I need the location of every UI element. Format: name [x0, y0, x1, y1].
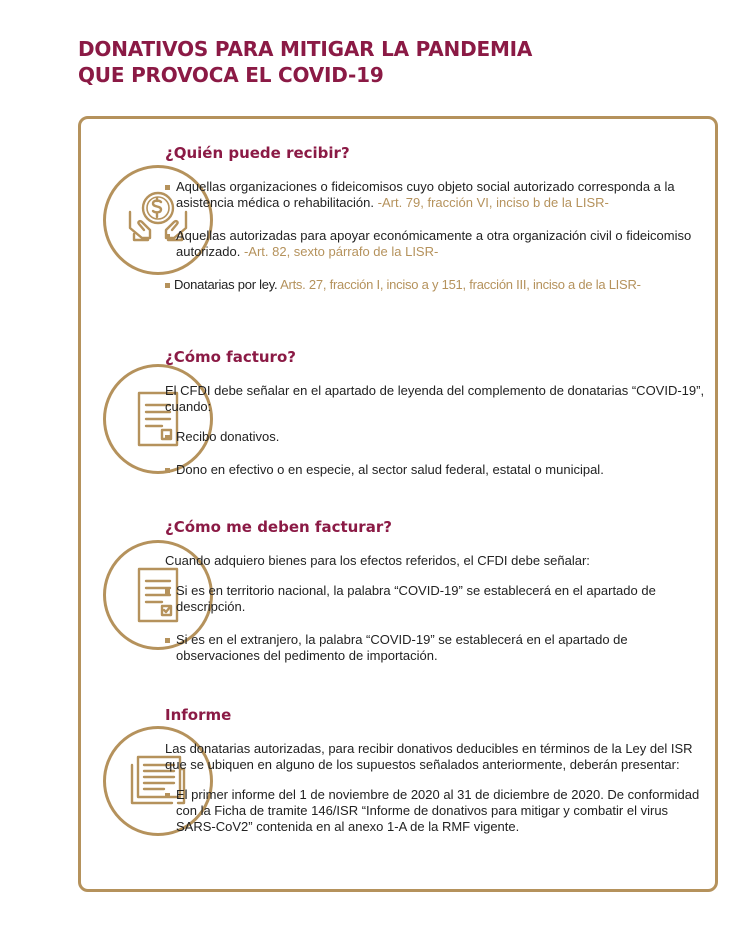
page-title	[78, 36, 532, 88]
section-report	[165, 705, 705, 852]
section-intro: El CFDI debe señalar en el apartado de leyenda del complemento de donatarias “COVID-19”, cuando:	[165, 383, 705, 414]
list-item: Aquellas organizaciones o fideicomisos cuyo objeto social autorizado corresponda a la asistencia médica o rehabilitación. -Art. 79, fracción VI, inciso b de la LISR-	[165, 179, 705, 211]
list-item: Donatarias por ley. Arts. 27, fracción I, inciso a y 151, fracción III, inciso a de la LISR-	[165, 277, 705, 293]
list-item: El primer informe del 1 de noviembre de 2020 al 31 de diciembre de 2020. De conformidad con la Ficha de tramite 146/ISR “Informe de donativos para mitigar y combatir el virus SARS-CoV2” contenida en al anexo 1-A de la RMF vigente.	[165, 787, 705, 835]
section-title: ¿Cómo me deben facturar?	[165, 518, 392, 536]
title-line-2: QUE PROVOCA EL COVID-19	[78, 63, 384, 87]
section-how-to-invoice	[165, 347, 705, 495]
section-title: ¿Quién puede recibir?	[165, 144, 350, 162]
list-item: Recibo donativos.	[165, 429, 705, 445]
section-intro: Las donatarias autorizadas, para recibir donativos deducibles en términos de la Ley del ISR que se ubiquen en alguno de los supuestos señalados anteriormente, deberán presentar:	[165, 741, 693, 772]
list-item: Si es en el extranjero, la palabra “COVID-19” se establecerá en el apartado de observaciones del pedimento de importación.	[165, 632, 705, 664]
section-intro: Cuando adquiero bienes para los efectos referidos, el CFDI debe señalar:	[165, 553, 590, 568]
list-item: Aquellas autorizadas para apoyar económicamente a otra organización civil o fideicomiso autorizado. -Art. 82, sexto párrafo de la LISR-	[165, 228, 705, 260]
section-how-they-invoice-me	[165, 517, 705, 681]
section-title: Informe	[165, 706, 232, 724]
list-item: Si es en territorio nacional, la palabra “COVID-19” se establecerá en el apartado de descripción.	[165, 583, 705, 615]
section-who-can-receive	[165, 143, 705, 310]
section-title: ¿Cómo facturo?	[165, 348, 296, 366]
list-item: Dono en efectivo o en especie, al sector salud federal, estatal o municipal.	[165, 462, 705, 478]
title-line-1: DONATIVOS PARA MITIGAR LA PANDEMIA	[78, 37, 533, 61]
info-card	[78, 116, 718, 892]
